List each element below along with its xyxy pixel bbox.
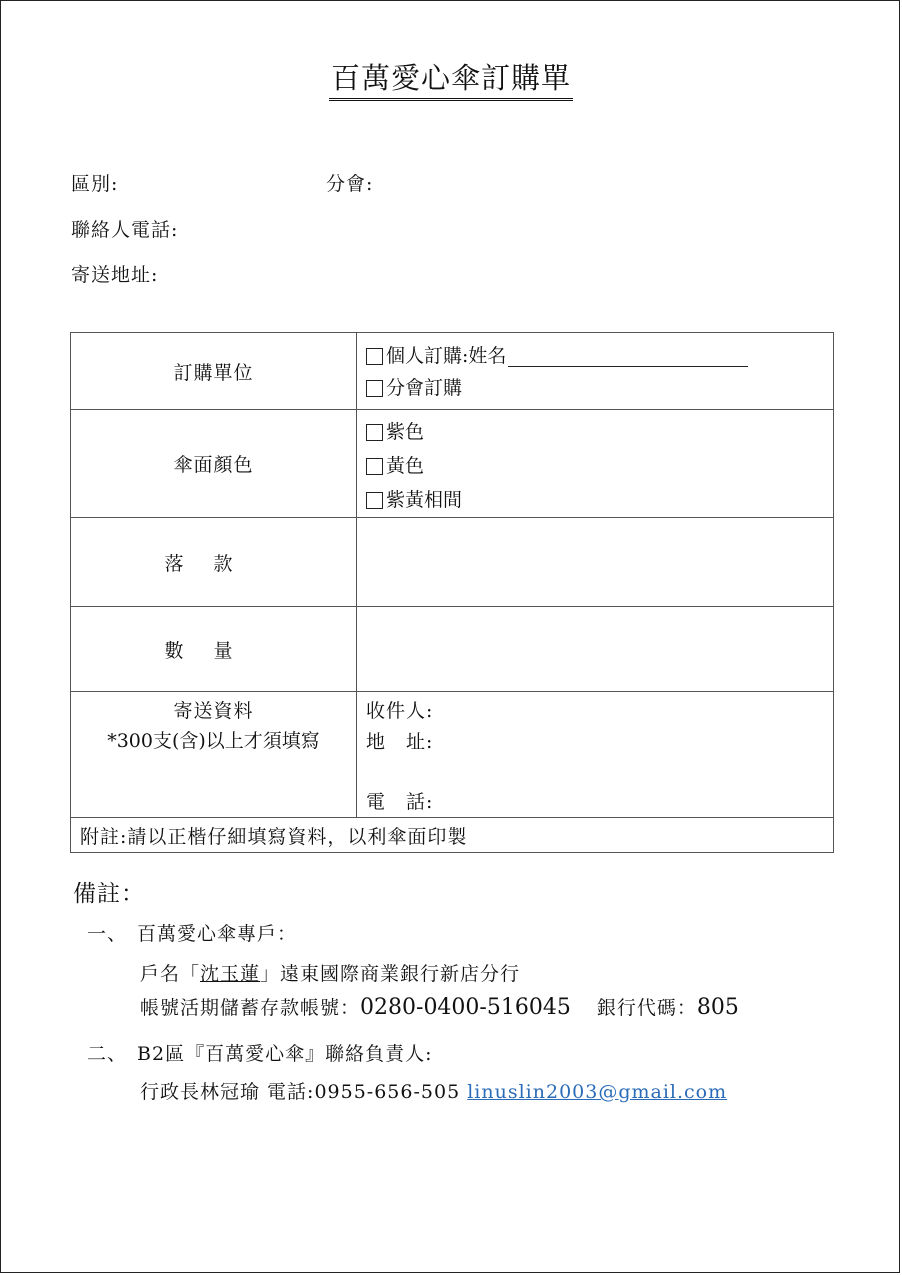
shipping-info [357,692,834,818]
row-quantity [71,607,834,692]
row-order-unit [71,333,834,410]
checkbox-personal[interactable] [366,348,383,365]
checkbox-purple[interactable] [366,424,383,441]
email-link[interactable]: linuslin2003@gmail.com [467,1081,728,1103]
page-title: 百萬愛心傘訂購單 [1,61,901,101]
account-number: 0280-0400-516045 [360,995,571,1020]
inscription-label: 落款 [71,518,357,607]
option-purple[interactable]: 紫色 [357,415,833,449]
branch-label: 分會: [326,173,374,195]
color-label: 傘面顏色 [71,410,357,518]
account-holder-name: 沈玉蓮 [200,963,261,985]
row-shipping [71,692,834,818]
recipient-label[interactable]: 收件人: [366,700,434,722]
footnote: 附註:請以正楷仔細填寫資料，以利傘面印製 [71,818,834,853]
option-personal[interactable]: 個人訂購:姓名 [357,340,833,372]
shipping-phone-label[interactable]: 電 話: [366,791,434,813]
shipping-address-label[interactable]: 地 址: [366,731,434,753]
notes-title: 備註： [73,881,145,907]
checkbox-yellow[interactable] [366,458,383,475]
option-branch[interactable]: 分會訂購 [357,372,833,404]
checkbox-purple-yellow[interactable] [366,492,383,509]
option-purple-yellow[interactable]: 紫黃相間 [357,483,833,517]
row-inscription [71,518,834,607]
quantity-label: 數量 [71,607,357,692]
row-color [71,410,834,518]
option-yellow[interactable]: 黃色 [357,449,833,483]
order-unit-options [357,333,834,410]
name-blank-line[interactable] [508,346,748,367]
inscription-input[interactable] [357,518,834,607]
district-label: 區別: [71,173,119,195]
contact-phone-label: 聯絡人電話: [71,219,179,241]
contact-line: 行政長林冠瑜 電話:0955-656-505 linuslin2003@gmail.com [140,1081,728,1103]
order-table [70,332,834,853]
note-item-2-heading: 二、 B2區『百萬愛心傘』聯絡負責人: [87,1043,433,1065]
order-unit-label: 訂購單位 [71,333,357,410]
quantity-input[interactable] [357,607,834,692]
note-item-1-heading: 一、 百萬愛心傘專戶： [87,923,298,945]
row-footnote [71,818,834,853]
account-name-line: 戶名「沈玉蓮」遠東國際商業銀行新店分行 [140,963,521,985]
shipping-label: 寄送資料 *300支(含)以上才須填寫 [71,692,357,818]
color-options [357,410,834,518]
account-number-line: 帳號活期儲蓄存款帳號：0280-0400-516045 銀行代碼：805 [140,995,739,1020]
bank-code: 805 [696,995,739,1020]
address-label: 寄送地址: [71,264,159,286]
checkbox-branch[interactable] [366,380,383,397]
